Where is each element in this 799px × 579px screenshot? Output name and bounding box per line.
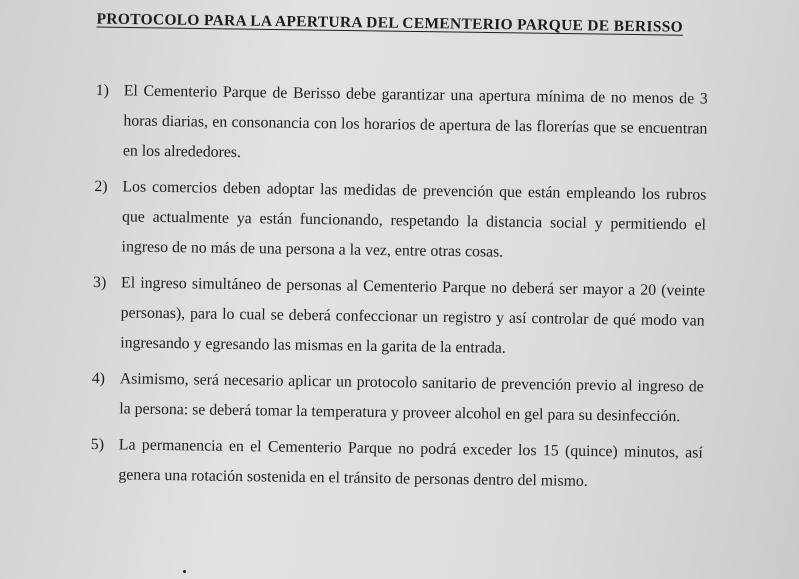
list-item (92, 268, 705, 367)
item-number: 3) (92, 273, 107, 292)
item-number: 5) (90, 435, 105, 454)
ink-dot (183, 570, 186, 573)
list-item (91, 364, 704, 433)
item-number: 1) (95, 81, 110, 100)
item-text: Los comercios deben adoptar las medidas de prevención que están empleando los rubros que actualmente ya están funcionando, respetando la distancia social y permitiendo el ingreso de no más de una persona a la vez, entre otras cosas. (121, 178, 707, 261)
item-text: Asimismo, será necesario aplicar un protocolo sanitario de prevención previo al ingreso de la persona: se deberá tomar la temperatura y proveer alcohol en gel para su desinfección. (119, 370, 704, 426)
list-item (93, 172, 706, 271)
list-item (95, 76, 708, 175)
item-number: 4) (91, 369, 106, 388)
item-text: La permanencia en el Cementerio Parque no podrá exceder los 15 (quince) minutos, así genera una rotación sostenida en el tránsito de personas dentro del mismo. (118, 436, 703, 490)
item-number: 2) (94, 177, 108, 196)
item-text: El ingreso simultáneo de personas al Cementerio Parque no deberá ser mayor a 20 (veinte personas), para lo cual se deberá confeccionar un registro y así controlar de qué modo van ingresando y egresando las mismas en la garita de la entrada. (120, 274, 706, 357)
item-text: El Cementerio Parque de Berisso debe garantizar una apertura mínima de no menos de 3 horas diarias, en consonancia con los horarios de apertura de las florerías que se encuentran en los alrededores. (122, 82, 708, 162)
document-title: PROTOCOLO PARA LA APERTURA DEL CEMENTERIO PARQUE DE BERISSO (96, 10, 684, 36)
protocol-list (90, 76, 708, 505)
list-item (90, 430, 703, 499)
